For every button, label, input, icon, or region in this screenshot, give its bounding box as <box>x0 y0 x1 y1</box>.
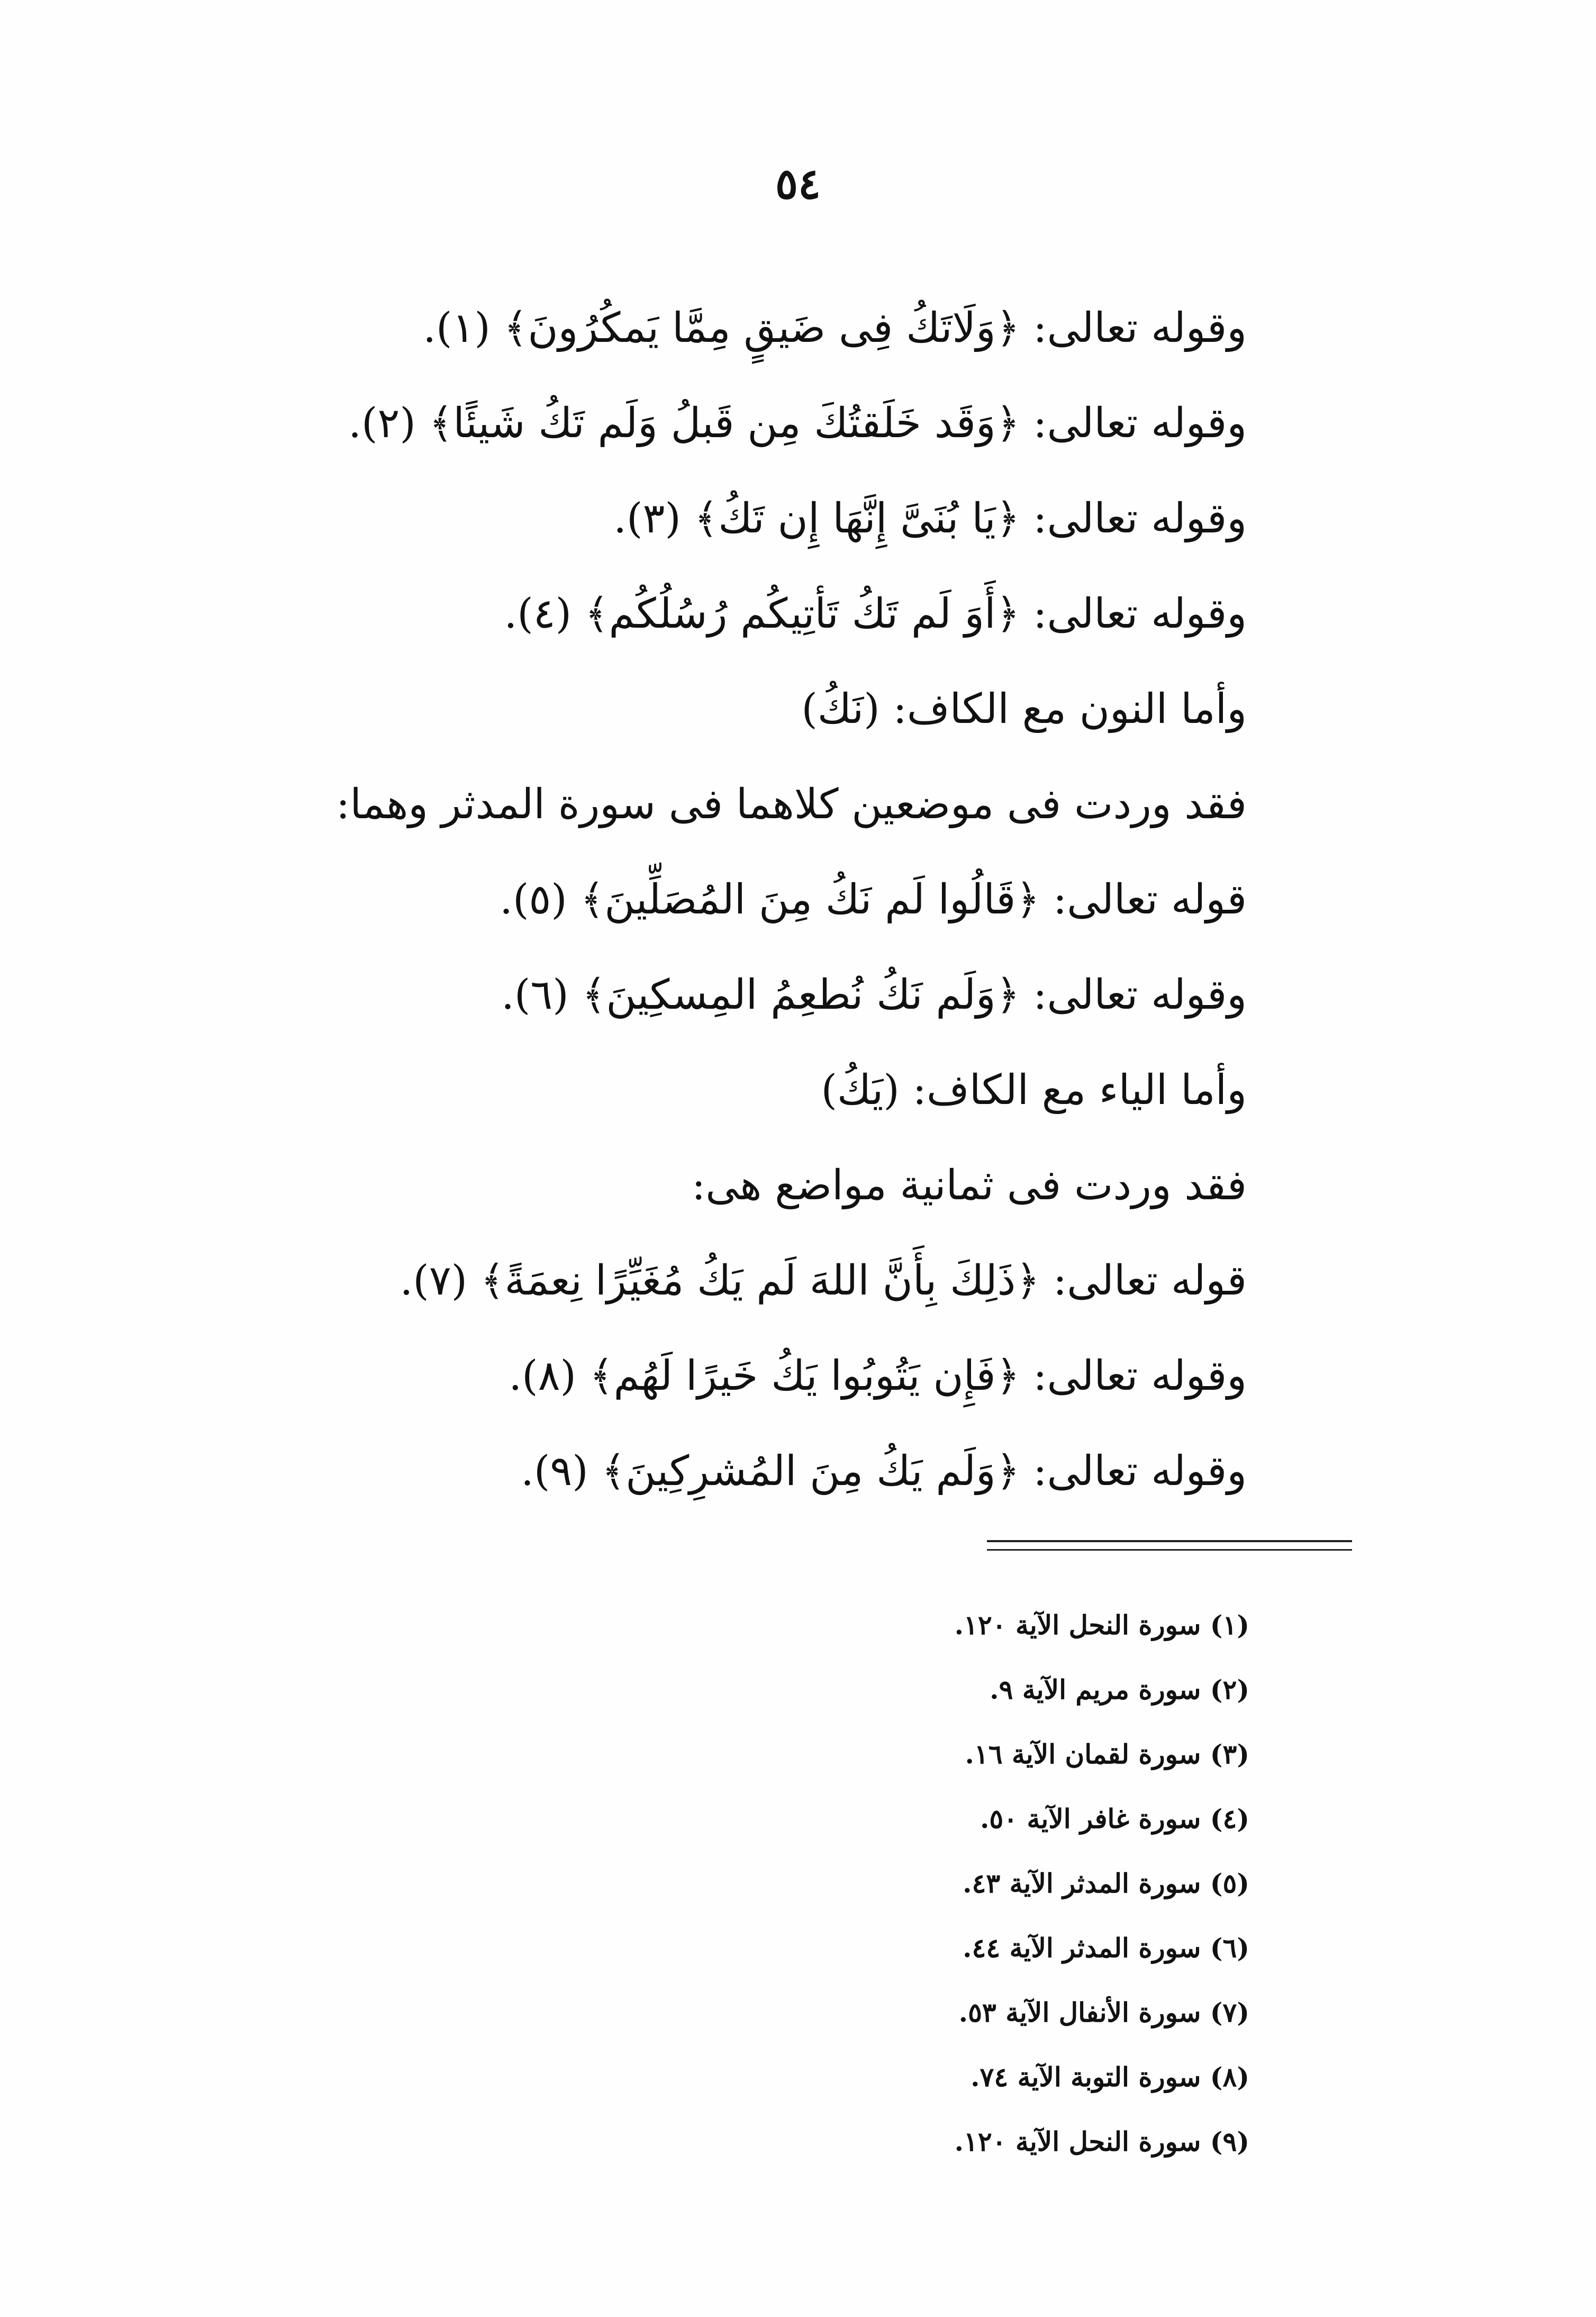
footnote-item: (٣) سورة لقمان الآية ١٦. <box>965 1739 1249 1770</box>
footnote-item: (٩) سورة النحل الآية ١٢٠. <box>954 2126 1249 2157</box>
footnote-item: (٧) سورة الأنفال الآية ٥٣. <box>958 1997 1249 2028</box>
footnote-divider-second <box>987 1549 1352 1551</box>
main-text-block <box>241 280 1247 1519</box>
footnotes-block <box>614 1593 1249 2174</box>
text-line: وقوله تعالى: ﴿أَوَ لَم تَكُ تَأتِيكُم رُسُلُكُم﴾ (٤). <box>504 590 1247 638</box>
text-line: وأما الياء مع الكاف: (يَكُ) <box>821 1066 1247 1114</box>
text-line: قوله تعالى: ﴿ذَلِكَ بِأَنَّ اللهَ لَم يَكُ مُغَيِّرًا نِعمَةً﴾ (٧). <box>400 1257 1247 1305</box>
text-line: وقوله تعالى: ﴿يَا بُنَىَّ إِنَّهَا إِن تَكُ﴾ (٣). <box>613 495 1247 542</box>
text-line: فقد وردت فى موضعين كلاهما فى سورة المدثر وهما: <box>336 781 1247 828</box>
text-line: وقوله تعالى: ﴿وَلَاتَكُ فِى ضَيقٍ مِمَّا يَمكُرُونَ﴾ (١). <box>423 304 1247 352</box>
text-line: قوله تعالى: ﴿قَالُوا لَم نَكُ مِنَ المُصَلِّينَ﴾ (٥). <box>500 876 1247 924</box>
text-line: وقوله تعالى: ﴿وَلَم نَكُ نُطعِمُ المِسكِينَ﴾ (٦). <box>501 971 1247 1019</box>
footnote-item: (٨) سورة التوبة الآية ٧٤. <box>971 2061 1249 2093</box>
footnote-divider <box>987 1540 1352 1542</box>
text-line: وقوله تعالى: ﴿وَلَم يَكُ مِنَ المُشرِكِينَ﴾ (٩). <box>521 1447 1247 1495</box>
text-line: فقد وردت فى ثمانية مواضع هى: <box>691 1162 1247 1209</box>
footnote-item: (١) سورة النحل الآية ١٢٠. <box>954 1609 1249 1641</box>
footnote-item: (٢) سورة مريم الآية ٩. <box>990 1674 1249 1705</box>
footnote-item: (٦) سورة المدثر الآية ٤٤. <box>963 1932 1249 1963</box>
text-line: وقوله تعالى: ﴿وَقَد خَلَقتُكَ مِن قَبلُ وَلَم تَكُ شَيئًا﴾ (٢). <box>348 400 1247 447</box>
footnote-item: (٥) سورة المدثر الآية ٤٣. <box>963 1868 1249 1899</box>
footnote-item: (٤) سورة غافر الآية ٥٠. <box>980 1803 1249 1834</box>
text-line: وقوله تعالى: ﴿فَإِن يَتُوبُوا يَكُ خَيرًا لَهُم﴾ (٨). <box>509 1352 1247 1400</box>
text-line: وأما النون مع الكاف: (نَكُ) <box>801 685 1247 733</box>
page-number: ٥٤ <box>775 159 821 209</box>
